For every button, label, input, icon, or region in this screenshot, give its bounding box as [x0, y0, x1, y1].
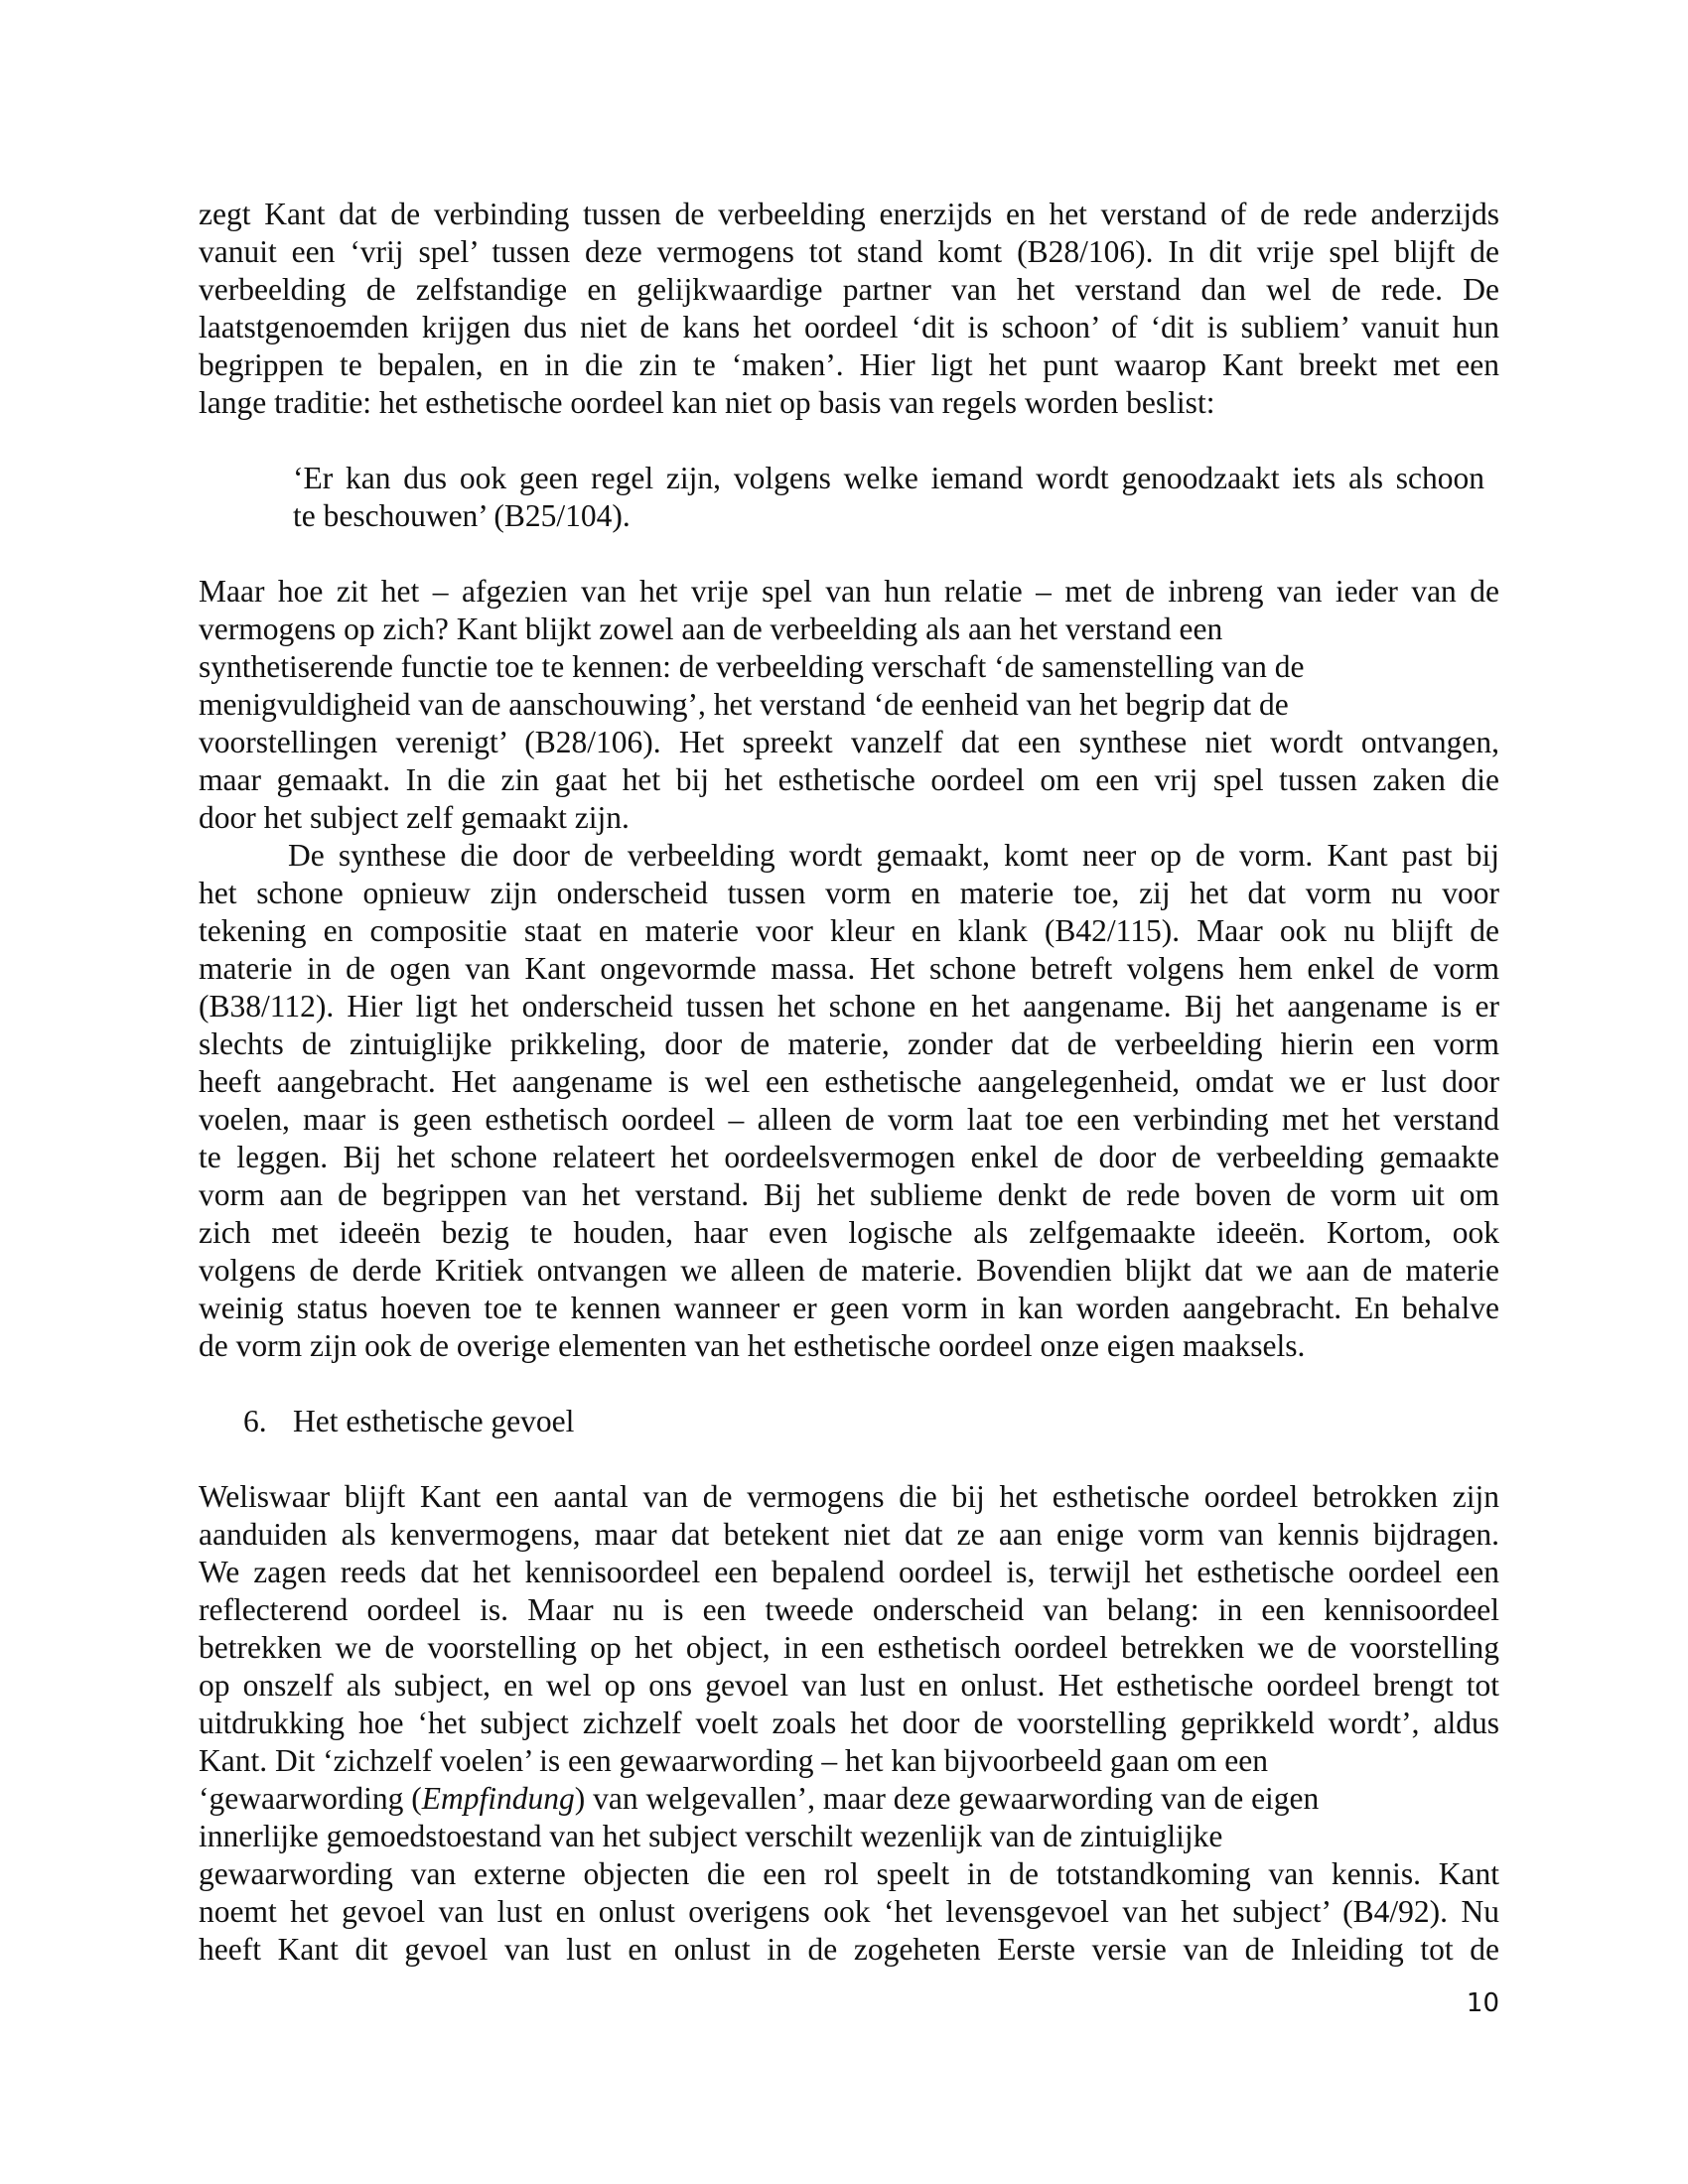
paragraph-3-line: tekening en compositie staat en materie voor kleur en klank (B42/115). Maar ook nu blijft de [199, 913, 1499, 948]
section-heading [243, 1403, 1544, 1440]
paragraph-3-line: materie in de ogen van Kant ongevormde massa. Het schone betreft volgens hem enkel de vorm [199, 951, 1499, 986]
paragraph-4-line: noemt het gevoel van lust en onlust overigens ook ‘het levensgevoel van het subject’ (B4/92). Nu [199, 1894, 1499, 1929]
paragraph-1-line: laatstgenoemden krijgen dus niet de kans het oordeel ‘dit is schoon’ of ‘dit is subliem’ vanuit hun [199, 310, 1499, 344]
paragraph-3-line: weinig status hoeven toe te kennen wanneer er geen vorm in kan worden aangebracht. En behalve [199, 1291, 1499, 1325]
page-number: 10 [1466, 1988, 1499, 2018]
paragraph-4-line: gewaarwording van externe objecten die een rol speelt in de totstandkoming van kennis. Kant [199, 1856, 1499, 1891]
block-quote-line: te beschouwen’ (B25/104). [293, 498, 631, 533]
paragraph-4-line: reflecterend oordeel is. Maar nu is een tweede onderscheid van belang: in een kennisoordeel [199, 1592, 1499, 1627]
paragraph-3-line: de vorm zijn ook de overige elementen van het esthetische oordeel onze eigen maaksels. [199, 1328, 1306, 1363]
paragraph-4-line [199, 1780, 1499, 1818]
paragraph-1-line: vanuit een ‘vrij spel’ tussen deze vermogens tot stand komt (B28/106). In dit vrije spel blijft de [199, 234, 1499, 269]
paragraph-2-line: vermogens op zich? Kant blijkt zowel aan de verbeelding als aan het verstand een [199, 612, 1223, 646]
paragraph-4-line: innerlijke gemoedstoestand van het subject verschilt wezenlijk van de zintuiglijke [199, 1819, 1223, 1853]
paragraph-4-line: uitdrukking hoe ‘het subject zichzelf voelt zoals het door de voorstelling geprikkeld wordt’, aldus [199, 1706, 1499, 1740]
paragraph-2-line: maar gemaakt. In die zin gaat het bij het esthetische oordeel om een vrij spel tussen zaken die [199, 762, 1499, 797]
paragraph-4-line: Kant. Dit ‘zichzelf voelen’ is een gewaarwording – het kan bijvoorbeeld gaan om een [199, 1743, 1268, 1778]
paragraph-1-line: zegt Kant dat de verbinding tussen de verbeelding enerzijds en het verstand of de rede anderzijds [199, 197, 1499, 231]
paragraph-3-line: De synthese die door de verbeelding wordt gemaakt, komt neer op de vorm. Kant past bij [288, 838, 1499, 873]
paragraph-3-line: slechts de zintuiglijke prikkeling, door de materie, zonder dat de verbeelding hierin een vorm [199, 1026, 1499, 1061]
paragraph-2-line: synthetiserende functie toe te kennen: de verbeelding verschaft ‘de samenstelling van de [199, 649, 1305, 684]
section-number: 6. [243, 1404, 267, 1438]
block-quote-line: ‘Er kan dus ook geen regel zijn, volgens welke iemand wordt genoodzaakt iets als schoon [293, 461, 1484, 495]
paragraph-2-line: voorstellingen verenigt’ (B28/106). Het spreekt vanzelf dat een synthese niet wordt ontvangen, [199, 725, 1499, 759]
italic-term: Empfindung [421, 1781, 575, 1816]
section-title: Het esthetische gevoel [293, 1404, 575, 1438]
paragraph-2-line: menigvuldigheid van de aanschouwing’, het verstand ‘de eenheid van het begrip dat de [199, 687, 1289, 722]
paragraph-1-line: verbeelding de zelfstandige en gelijkwaardige partner van het verstand dan wel de rede. De [199, 272, 1499, 307]
paragraph-3-line: (B38/112). Hier ligt het onderscheid tussen het schone en het aangename. Bij het aangename is er [199, 989, 1499, 1024]
paragraph-3-line: het schone opnieuw zijn onderscheid tussen vorm en materie toe, zij het dat vorm nu voor [199, 876, 1499, 910]
paragraph-4-line: op onszelf als subject, en wel op ons gevoel van lust en onlust. Het esthetische oordeel brengt tot [199, 1668, 1499, 1703]
paragraph-3-line: voelen, maar is geen esthetisch oordeel – alleen de vorm laat toe een verbinding met het verstand [199, 1102, 1499, 1137]
paragraph-4-line: Weliswaar blijft Kant een aantal van de vermogens die bij het esthetische oordeel betrokken zijn [199, 1479, 1499, 1514]
paragraph-4-line: We zagen reeds dat het kennisoordeel een bepalend oordeel is, terwijl het esthetische oordeel een [199, 1555, 1499, 1589]
paragraph-2-line: Maar hoe zit het – afgezien van het vrije spel van hun relatie – met de inbreng van ieder van de [199, 574, 1499, 609]
line-text: ) van welgevallen’, maar deze gewaarwording van de eigen [574, 1781, 1320, 1816]
paragraph-2-line: door het subject zelf gemaakt zijn. [199, 800, 630, 835]
line-text: ‘gewaarwording ( [199, 1781, 422, 1816]
paragraph-1-line: begrippen te bepalen, en in die zin te ‘maken’. Hier ligt het punt waarop Kant breekt met een [199, 347, 1499, 382]
paragraph-4-line: heeft Kant dit gevoel van lust en onlust in de zogeheten Eerste versie van de Inleiding tot de [199, 1932, 1499, 1967]
paragraph-3-line: zich met ideeën bezig te houden, haar even logische als zelfgemaakte ideeën. Kortom, ook [199, 1215, 1499, 1250]
paragraph-1-line: lange traditie: het esthetische oordeel kan niet op basis van regels worden beslist: [199, 385, 1215, 420]
paragraph-3-line: heeft aangebracht. Het aangename is wel een esthetische aangelegenheid, omdat we er lust door [199, 1064, 1499, 1099]
paragraph-3-line: volgens de derde Kritiek ontvangen we alleen de materie. Bovendien blijkt dat we aan de materie [199, 1253, 1499, 1288]
paragraph-3-line: vorm aan de begrippen van het verstand. Bij het sublieme denkt de rede boven de vorm uit om [199, 1177, 1499, 1212]
paragraph-4-line: aanduiden als kenvermogens, maar dat betekent niet dat ze aan enige vorm van kennis bijdragen. [199, 1517, 1499, 1552]
paragraph-3-line: te leggen. Bij het schone relateert het oordeelsvermogen enkel de door de verbeelding gemaakte [199, 1140, 1499, 1174]
paragraph-4-line: betrekken we de voorstelling op het object, in een esthetisch oordeel betrekken we de voorstelling [199, 1630, 1499, 1665]
